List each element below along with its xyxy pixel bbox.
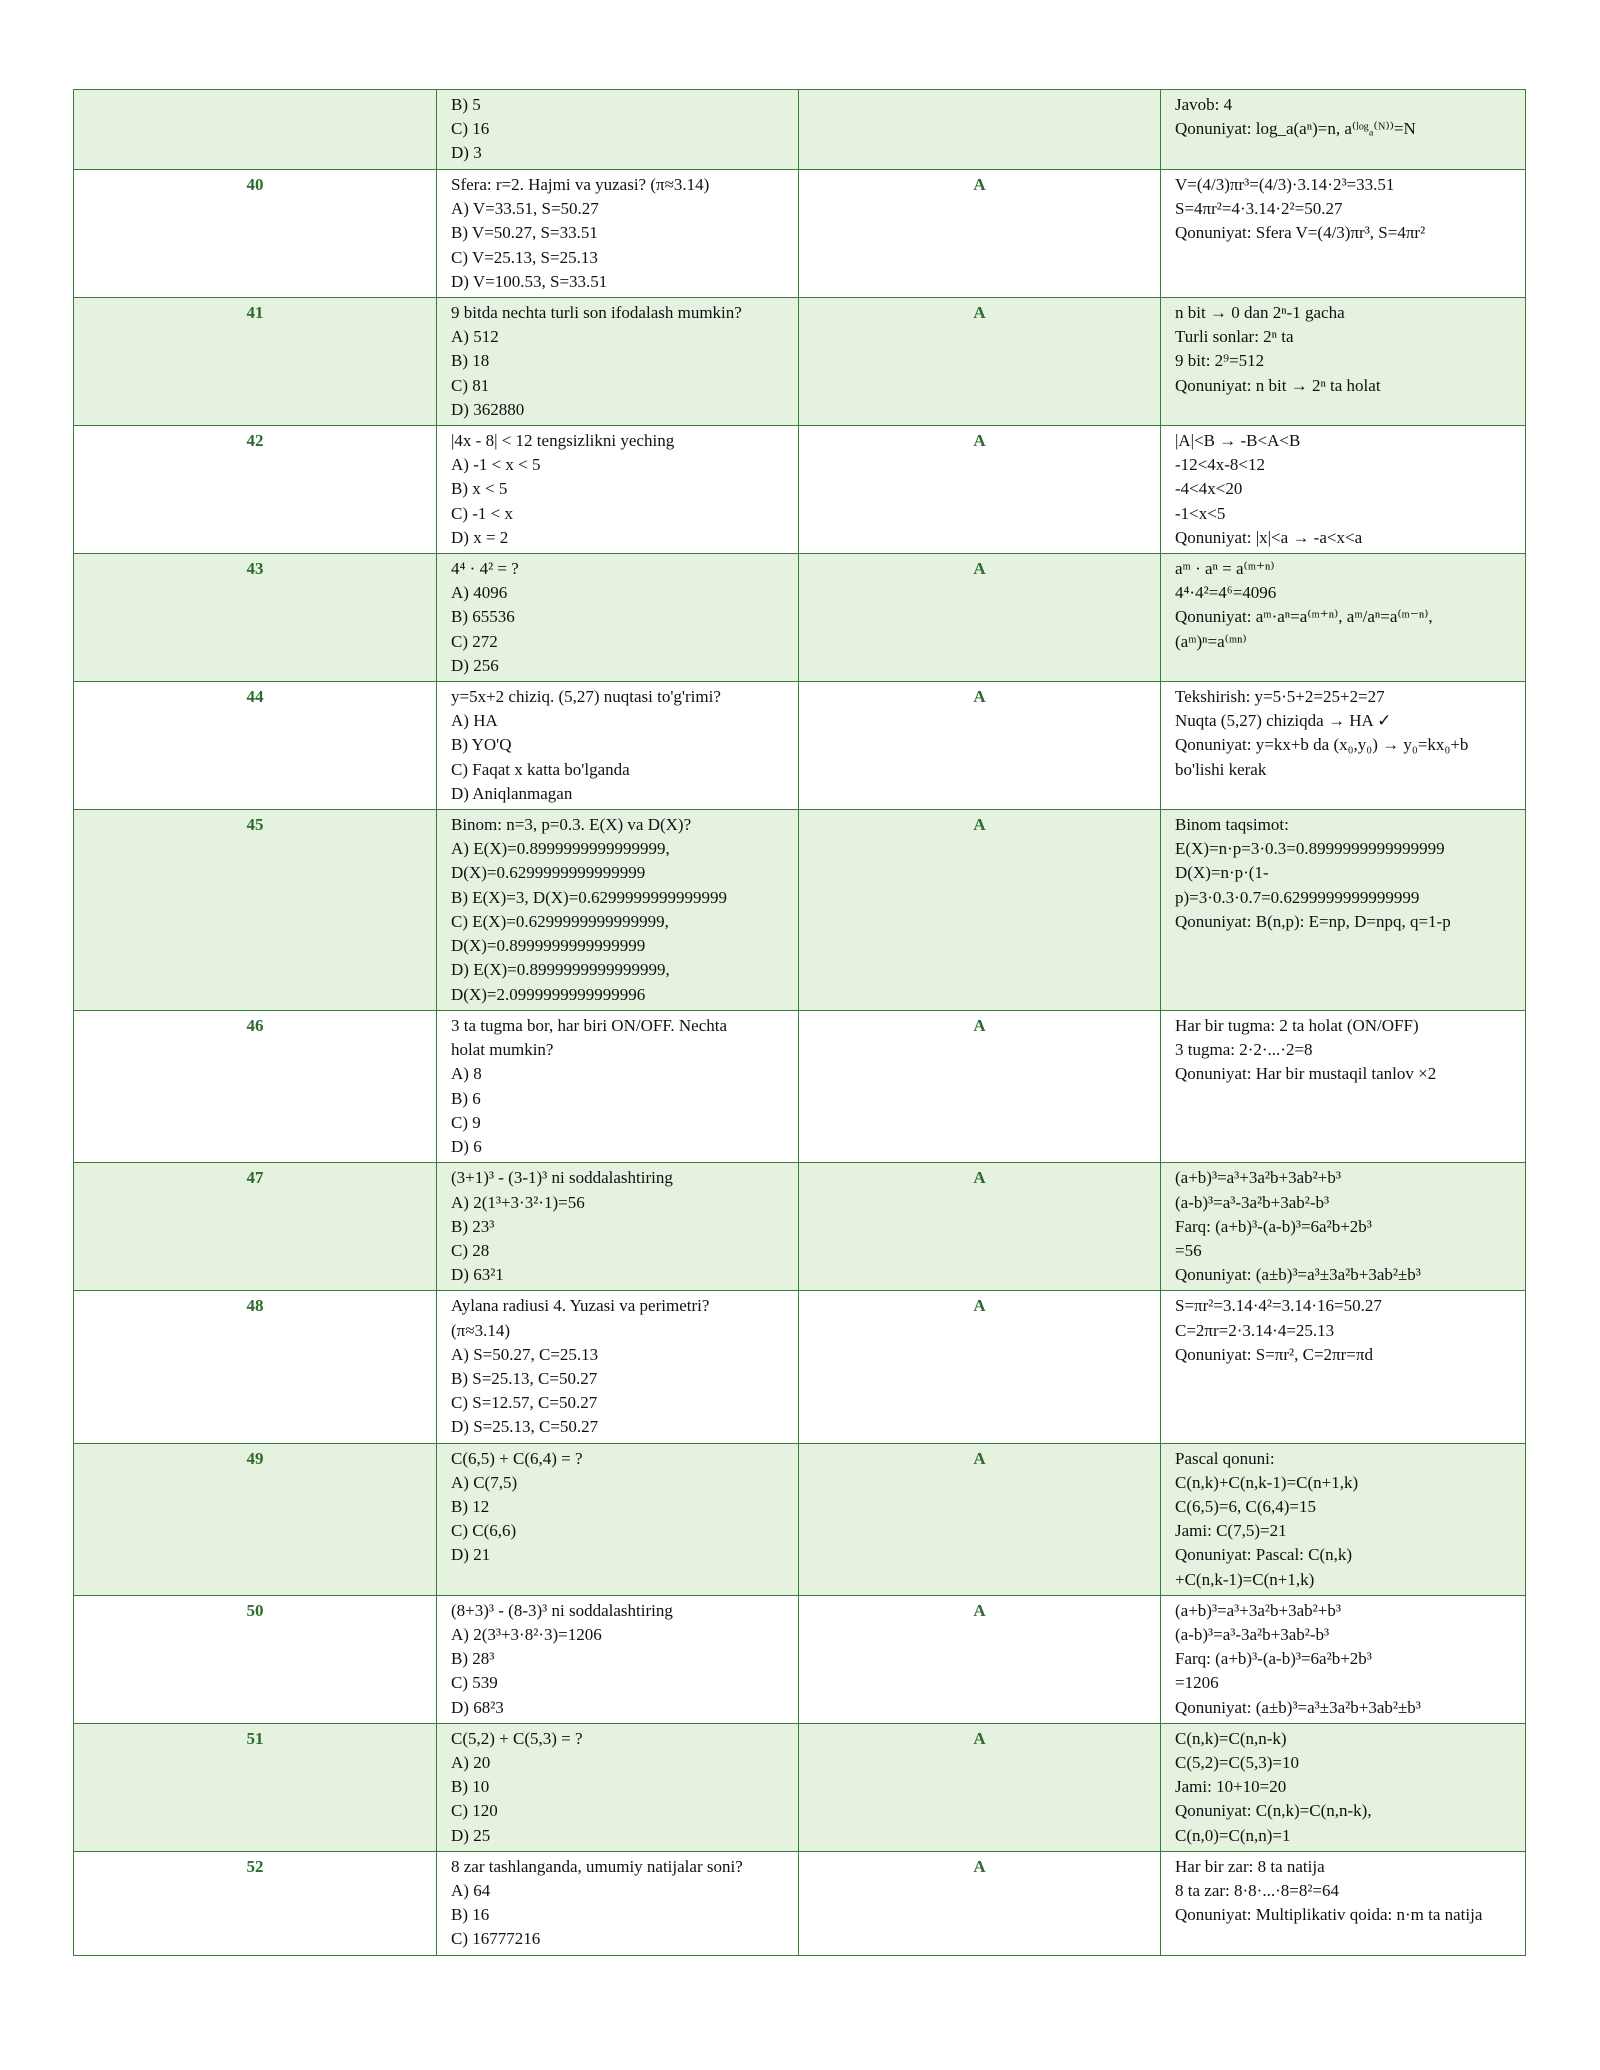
questions-table [73,89,1526,1956]
question-option: D) 362880 [451,399,525,419]
question-option: B) E(X)=3, D(X)=0.6299999999999999 [451,887,728,907]
question-text: 3 ta tugma bor, har biri ON/OFF. Nechta [451,1016,728,1036]
explanation-line: Binom taqsimot: [1175,815,1289,835]
explanation-line: Qonuniyat: Pascal: C(n,k) [1175,1545,1353,1565]
table-row [74,426,1526,554]
explanation-line: C(6,5)=6, C(6,4)=15 [1175,1496,1316,1516]
question-cell [437,1851,799,1955]
explanation-cell [1161,1011,1526,1163]
question-number: 52 [74,1851,437,1955]
explanation-line: Qonuniyat: n bit → 2ⁿ ta holat [1175,375,1381,395]
explanation-cell [1161,1595,1526,1723]
explanation-line: Qonuniyat: (a±b)³=a³±3a²b+3ab²±b³ [1175,1697,1421,1717]
question-option: C) E(X)=0.6299999999999999, [451,911,669,931]
explanation-line: -4<4x<20 [1175,479,1243,499]
table-row [74,1723,1526,1851]
question-option: C) 16 [451,119,490,139]
question-cell [437,810,799,1011]
explanation-line: S=4πr²=4·3.14·2²=50.27 [1175,199,1343,219]
question-option: (π≈3.14) [451,1320,510,1340]
question-option: C) Faqat x katta bo'lganda [451,759,630,779]
question-text: 4⁴ · 4² = ? [451,559,519,579]
correct-answer: A [799,1291,1161,1443]
table-row [74,1595,1526,1723]
question-option: D) 63²1 [451,1265,504,1285]
explanation-line: C=2πr=2·3.14·4=25.13 [1175,1320,1335,1340]
question-option: B) 28³ [451,1649,495,1669]
explanation-line: Jami: 10+10=20 [1175,1777,1287,1797]
question-text: (8+3)³ - (8-3)³ ni soddalashtiring [451,1600,673,1620]
question-text: 8 zar tashlanganda, umumiy natijalar soni? [451,1856,743,1876]
question-option: B) 65536 [451,607,515,627]
table-row [74,1291,1526,1443]
question-option: A) 20 [451,1752,491,1772]
question-option: A) E(X)=0.8999999999999999, [451,839,670,859]
correct-answer: A [799,426,1161,554]
question-option: A) HA [451,711,498,731]
question-option: D) 6 [451,1137,482,1157]
table-row [74,1851,1526,1955]
question-number: 42 [74,426,437,554]
question-option: A) 64 [451,1880,491,1900]
question-option: C) 539 [451,1673,498,1693]
table-row [74,554,1526,682]
explanation-line: V=(4/3)πr³=(4/3)·3.14·2³=33.51 [1175,175,1395,194]
question-option: D) E(X)=0.8999999999999999, [451,960,670,980]
question-option: C) C(6,6) [451,1521,517,1541]
question-option: D) S=25.13, C=50.27 [451,1417,599,1437]
question-option: B) V=50.27, S=33.51 [451,223,598,243]
question-option: D(X)=0.8999999999999999 [451,936,646,956]
question-option: A) S=50.27, C=25.13 [451,1344,599,1364]
question-number: 51 [74,1723,437,1851]
question-number: 50 [74,1595,437,1723]
explanation-line: +C(n,k-1)=C(n+1,k) [1175,1569,1315,1589]
explanation-cell [1161,1291,1526,1443]
question-number: 48 [74,1291,437,1443]
question-cell [437,1443,799,1595]
correct-answer: A [799,1163,1161,1291]
explanation-cell [1161,90,1526,170]
explanation-cell [1161,810,1526,1011]
question-number: 41 [74,298,437,426]
explanation-line: Qonuniyat: |x|<a → -a<x<a [1175,527,1363,547]
question-text: (3+1)³ - (3-1)³ ni soddalashtiring [451,1168,673,1188]
correct-answer: A [799,1011,1161,1163]
question-option: D) 256 [451,655,499,675]
question-number: 43 [74,554,437,682]
explanation-cell [1161,170,1526,298]
question-option: D(X)=2.0999999999999996 [451,984,646,1004]
explanation-line: (a-b)³=a³-3a²b+3ab²-b³ [1175,1624,1330,1644]
question-option: B) S=25.13, C=50.27 [451,1368,598,1388]
question-text: 9 bitda nechta turli son ifodalash mumkin? [451,303,742,323]
explanation-line: -1<x<5 [1175,503,1226,523]
explanation-line: Qonuniyat: Sfera V=(4/3)πr³, S=4πr² [1175,223,1426,243]
question-cell [437,1595,799,1723]
question-option: C) 16777216 [451,1929,541,1949]
explanation-line: Qonuniyat: Multiplikativ qoida: n·m ta natija [1175,1905,1483,1925]
question-option: C) 9 [451,1112,481,1132]
explanation-line: aᵐ · aⁿ = a⁽ᵐ⁺ⁿ⁾ [1175,559,1275,579]
explanation-line: =56 [1175,1240,1202,1260]
explanation-line: Qonuniyat: aᵐ·aⁿ=a⁽ᵐ⁺ⁿ⁾, aᵐ/aⁿ=a⁽ᵐ⁻ⁿ⁾, [1175,607,1433,627]
question-cell [437,1163,799,1291]
explanation-line: C(5,2)=C(5,3)=10 [1175,1752,1299,1772]
correct-answer: A [799,1851,1161,1955]
question-option: B) 6 [451,1088,481,1108]
question-option: D(X)=0.6299999999999999 [451,863,646,883]
question-option: A) 4096 [451,583,508,603]
explanation-cell [1161,682,1526,810]
question-option: D) 68²3 [451,1697,504,1717]
explanation-line: E(X)=n·p=3·0.3=0.8999999999999999 [1175,839,1445,859]
question-option: A) 512 [451,327,499,347]
correct-answer: A [799,1595,1161,1723]
explanation-line: Farq: (a+b)³-(a-b)³=6a²b+2b³ [1175,1649,1372,1669]
explanation-line: S=πr²=3.14·4²=3.14·16=50.27 [1175,1296,1382,1316]
question-option: A) 2(1³+3·3²·1)=56 [451,1192,585,1212]
question-option: B) 16 [451,1905,490,1925]
explanation-line: |A|<B → -B<A<B [1175,431,1301,451]
explanation-line: D(X)=n·p·(1- [1175,863,1269,883]
correct-answer: A [799,554,1161,682]
correct-answer [799,90,1161,170]
explanation-cell [1161,298,1526,426]
question-option: B) 10 [451,1777,490,1797]
explanation-line: Qonuniyat: S=πr², C=2πr=πd [1175,1344,1373,1364]
explanation-line: 3 tugma: 2·2·...·2=8 [1175,1040,1313,1060]
question-text: Sfera: r=2. Hajmi va yuzasi? (π≈3.14) [451,175,710,194]
question-text: C(5,2) + C(5,3) = ? [451,1728,583,1748]
correct-answer: A [799,1723,1161,1851]
explanation-line: bo'lishi kerak [1175,759,1267,779]
question-option: C) 272 [451,631,498,651]
explanation-line: Pascal qonuni: [1175,1448,1275,1468]
question-option: D) 25 [451,1825,491,1845]
table-row [74,1163,1526,1291]
question-option: A) C(7,5) [451,1472,518,1492]
question-number: 49 [74,1443,437,1595]
question-option: C) 28 [451,1240,490,1260]
explanation-line: -12<4x-8<12 [1175,455,1265,475]
explanation-cell [1161,1443,1526,1595]
table-row [74,170,1526,298]
question-option: D) 21 [451,1545,491,1565]
question-text: |4x - 8| < 12 tengsizlikni yeching [451,431,675,451]
table-row [74,810,1526,1011]
question-text: Binom: n=3, p=0.3. E(X) va D(X)? [451,815,692,835]
question-option: C) S=12.57, C=50.27 [451,1393,598,1413]
explanation-line: 4⁴·4²=4⁶=4096 [1175,583,1277,603]
question-text: y=5x+2 chiziq. (5,27) nuqtasi to'g'rimi? [451,687,721,707]
question-number [74,90,437,170]
explanation-cell [1161,1851,1526,1955]
questions-table-body [74,90,1526,1956]
explanation-line: Qonuniyat: B(n,p): E=np, D=npq, q=1-p [1175,911,1451,931]
explanation-line: Qonuniyat: y=kx+b da (x₀,y₀) → y₀=kx₀+b [1175,735,1469,755]
explanation-line: Jami: C(7,5)=21 [1175,1521,1287,1541]
explanation-line: Qonuniyat: Har bir mustaqil tanlov ×2 [1175,1064,1437,1084]
correct-answer: A [799,298,1161,426]
explanation-line: Har bir zar: 8 ta natija [1175,1856,1325,1876]
question-option: C) 81 [451,375,490,395]
explanation-line: Qonuniyat: C(n,k)=C(n,n-k), [1175,1801,1372,1821]
question-number: 45 [74,810,437,1011]
table-row [74,1443,1526,1595]
question-number: 46 [74,1011,437,1163]
question-option: C) -1 < x [451,503,513,523]
question-number: 44 [74,682,437,810]
explanation-line: 8 ta zar: 8·8·...·8=8²=64 [1175,1880,1339,1900]
question-cell [437,1011,799,1163]
explanation-line: Nuqta (5,27) chiziqda → HA ✓ [1175,711,1392,731]
explanation-line: Qonuniyat: (a±b)³=a³±3a²b+3ab²±b³ [1175,1265,1421,1285]
question-number: 47 [74,1163,437,1291]
question-option: D) Aniqlanmagan [451,783,573,803]
correct-answer: A [799,1443,1161,1595]
explanation-line: Javob: 4 [1175,95,1233,114]
question-cell [437,426,799,554]
explanation-line: Har bir tugma: 2 ta holat (ON/OFF) [1175,1016,1419,1036]
question-option: B) YO'Q [451,735,512,755]
explanation-line: p)=3·0.3·0.7=0.6299999999999999 [1175,887,1420,907]
question-cell [437,1723,799,1851]
question-option: B) 18 [451,351,490,371]
question-option: A) V=33.51, S=50.27 [451,199,599,219]
question-option: D) V=100.53, S=33.51 [451,271,608,291]
question-option: D) x = 2 [451,527,509,547]
explanation-line: Qonuniyat: log_a(aⁿ)=n, a⁽ˡᵒᵍₐ⁽ᴺ⁾⁾=N [1175,119,1416,139]
question-cell [437,170,799,298]
question-option: A) 8 [451,1064,482,1084]
question-option: B) x < 5 [451,479,508,499]
question-cell [437,298,799,426]
explanation-line: (aᵐ)ⁿ=a⁽ᵐⁿ⁾ [1175,631,1247,651]
explanation-line: C(n,k)+C(n,k-1)=C(n+1,k) [1175,1472,1359,1492]
question-option: B) 23³ [451,1216,495,1236]
explanation-line: Tekshirish: y=5·5+2=25+2=27 [1175,687,1385,707]
correct-answer: A [799,682,1161,810]
explanation-line: (a-b)³=a³-3a²b+3ab²-b³ [1175,1192,1330,1212]
table-row [74,1011,1526,1163]
question-option: A) -1 < x < 5 [451,455,541,475]
explanation-line: (a+b)³=a³+3a²b+3ab²+b³ [1175,1168,1341,1188]
question-cell [437,90,799,170]
explanation-line: =1206 [1175,1673,1219,1693]
explanation-line: 9 bit: 2⁹=512 [1175,351,1265,371]
question-option: holat mumkin? [451,1040,554,1060]
question-number: 40 [74,170,437,298]
question-option: A) 2(3³+3·8²·3)=1206 [451,1624,602,1644]
table-row [74,298,1526,426]
correct-answer: A [799,810,1161,1011]
question-text: Aylana radiusi 4. Yuzasi va perimetri? [451,1296,710,1316]
explanation-cell [1161,426,1526,554]
explanation-line: Turli sonlar: 2ⁿ ta [1175,327,1294,347]
question-text: C(6,5) + C(6,4) = ? [451,1448,583,1468]
question-option: D) 3 [451,143,482,163]
explanation-cell [1161,1723,1526,1851]
explanation-line: C(n,0)=C(n,n)=1 [1175,1825,1291,1845]
question-option: B) 5 [451,95,481,114]
question-option: C) 120 [451,1801,498,1821]
question-cell [437,1291,799,1443]
question-option: B) 12 [451,1496,490,1516]
explanation-line: n bit → 0 dan 2ⁿ-1 gacha [1175,303,1345,323]
table-row [74,682,1526,810]
explanation-line: (a+b)³=a³+3a²b+3ab²+b³ [1175,1600,1341,1620]
explanation-line: C(n,k)=C(n,n-k) [1175,1728,1287,1748]
table-row [74,90,1526,170]
explanation-cell [1161,1163,1526,1291]
question-option: C) V=25.13, S=25.13 [451,247,598,267]
explanation-line: Farq: (a+b)³-(a-b)³=6a²b+2b³ [1175,1216,1372,1236]
correct-answer: A [799,170,1161,298]
question-cell [437,554,799,682]
explanation-cell [1161,554,1526,682]
question-cell [437,682,799,810]
